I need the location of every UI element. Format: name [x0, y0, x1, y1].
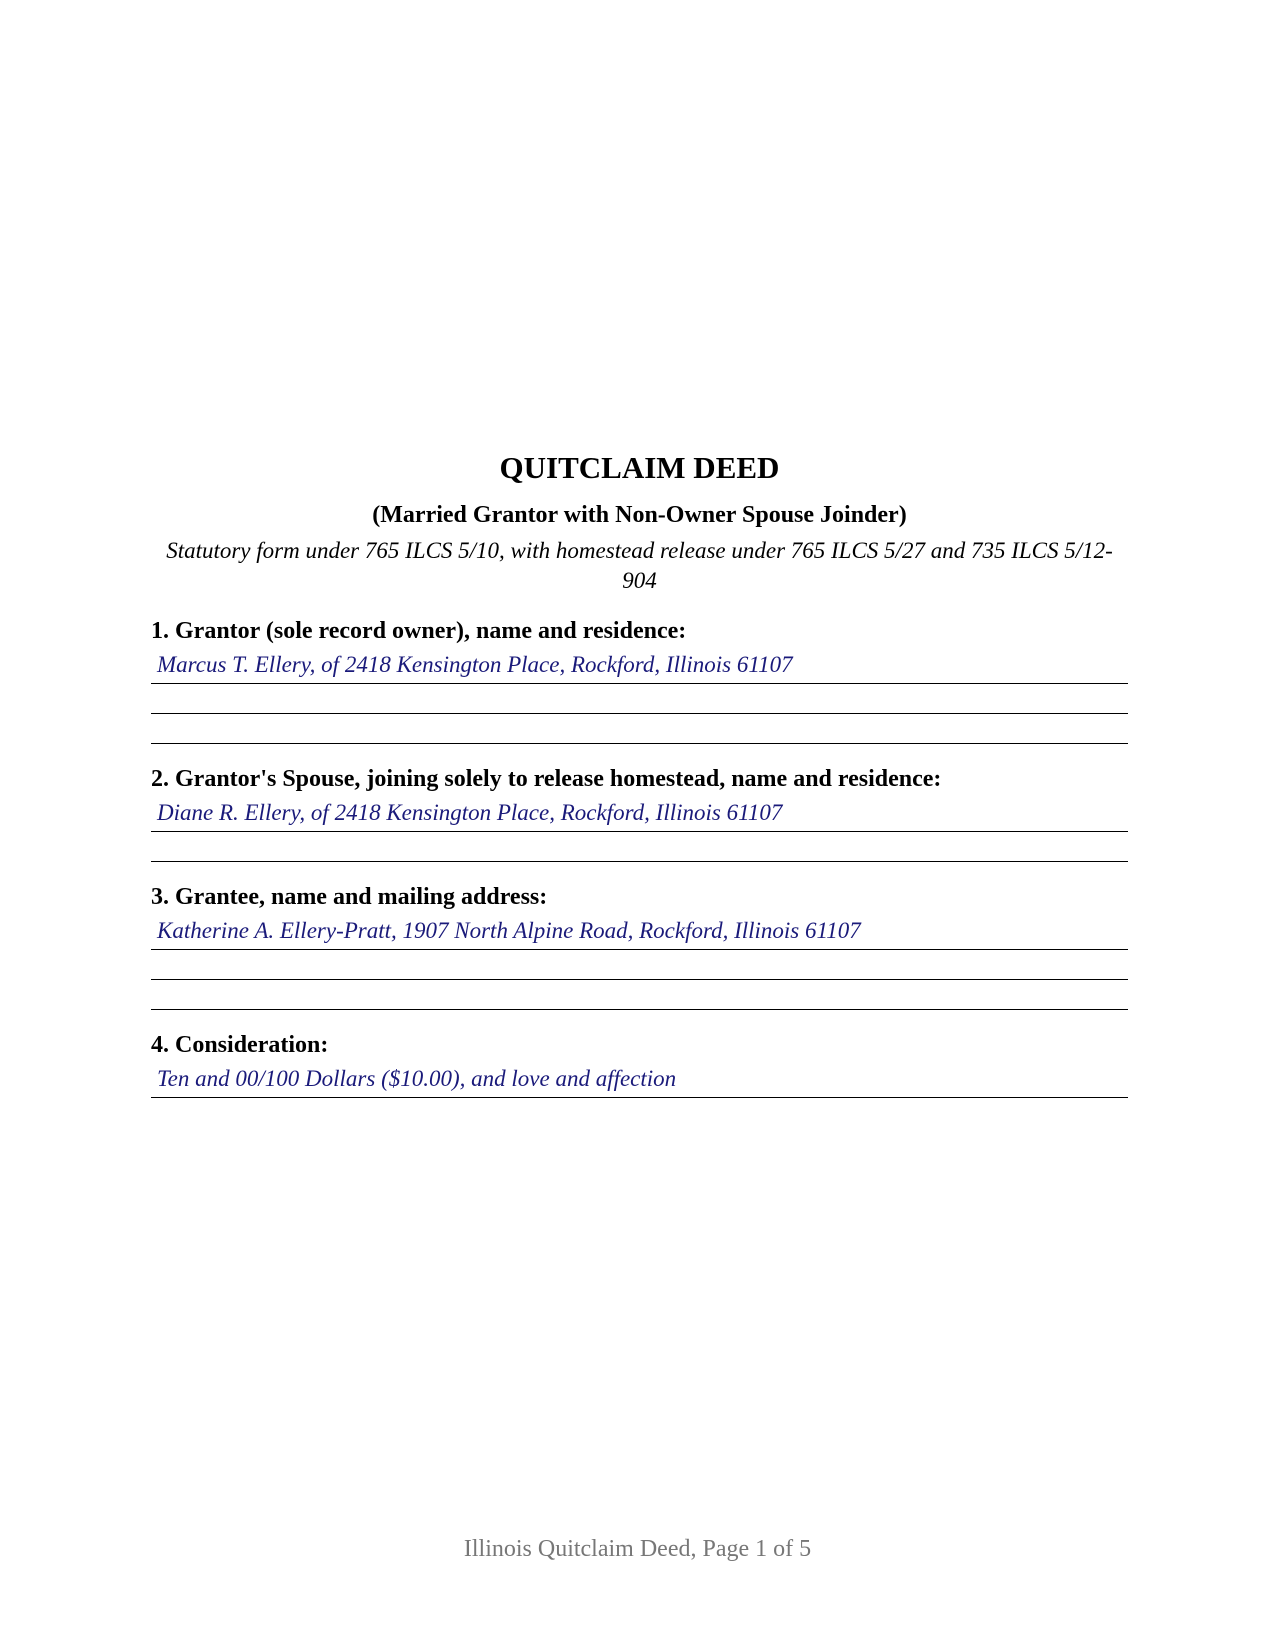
grantee-section	[151, 881, 1128, 1010]
grantor-blank-line[interactable]	[151, 714, 1128, 744]
statute-reference: Statutory form under 765 ILCS 5/10, with homestead release under 765 ILCS 5/27 and 735 ILCS 5/12-904	[166, 538, 1113, 593]
page-title: QUITCLAIM DEED	[499, 450, 780, 485]
grantee-blank-line[interactable]	[151, 950, 1128, 980]
consideration-section	[151, 1029, 1128, 1098]
grantor-heading: 1. Grantor (sole record owner), name and residence:	[151, 618, 687, 644]
spouse-blank-line[interactable]	[151, 832, 1128, 862]
spouse-field[interactable]: Diane R. Ellery, of 2418 Kensington Place, Rockford, Illinois 61107	[151, 795, 1128, 832]
grantee-heading: 3. Grantee, name and mailing address:	[151, 884, 548, 910]
grantee-field[interactable]: Katherine A. Ellery-Pratt, 1907 North Alpine Road, Rockford, Illinois 61107	[151, 913, 1128, 950]
grantor-section	[151, 615, 1128, 744]
deed-body	[151, 446, 1128, 1098]
grantor-blank-line[interactable]	[151, 684, 1128, 714]
grantee-blank-line[interactable]	[151, 980, 1128, 1010]
page-subtitle: (Married Grantor with Non-Owner Spouse Joinder)	[372, 502, 907, 528]
page-footer: Illinois Quitclaim Deed, Page 1 of 5	[463, 1536, 812, 1562]
consideration-field[interactable]: Ten and 00/100 Dollars ($10.00), and love and affection	[151, 1061, 1128, 1098]
grantor-field[interactable]: Marcus T. Ellery, of 2418 Kensington Place, Rockford, Illinois 61107	[151, 647, 1128, 684]
spouse-section	[151, 763, 1128, 862]
spouse-heading: 2. Grantor's Spouse, joining solely to release homestead, name and residence:	[151, 766, 942, 792]
consideration-heading: 4. Consideration:	[151, 1032, 329, 1058]
